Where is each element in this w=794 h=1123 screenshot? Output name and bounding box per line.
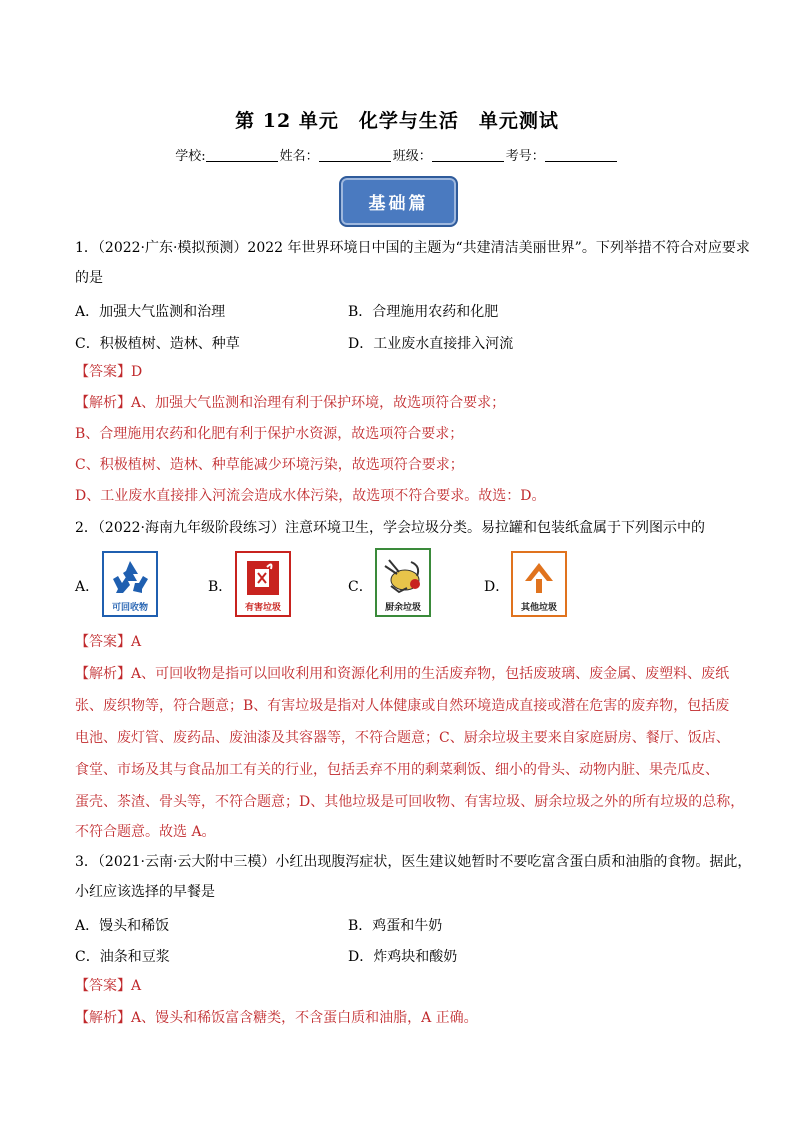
q2-stem: 2．（2022·海南九年级阶段练习）注意环境卫生，学会垃圾分类。易拉罐和包装纸盒属于下列图示中的 (75, 520, 705, 536)
q1-option-b: B．合理施用农药和化肥 (348, 304, 499, 320)
q3-answer-value: A (131, 978, 142, 994)
q2-analysis-label: 【解析】 (75, 666, 131, 682)
q3-analysis-text: A、馒头和稀饭富含糖类，不含蛋白质和油脂，A 正确。 (131, 1010, 478, 1026)
q3-analysis (75, 1008, 478, 1028)
school-blank[interactable] (206, 149, 278, 162)
q3-answer-label: 【答案】 (75, 978, 131, 994)
q2-answer (75, 632, 141, 652)
q2-analysis-line4: 食堂、市场及其与食品加工有关的行业，包括丢弃不用的剩菜剩饭、细小的骨头、动物内脏、果壳瓜皮、 (75, 762, 719, 778)
q1-analysis-line3: C、积极植树、造林、种草能减少环境污染，故选项符合要求； (75, 457, 464, 473)
q2-option-b-label: B． (208, 579, 233, 595)
q2-option-c-label: C． (348, 579, 373, 595)
q2-analysis-line5: 蛋壳、茶渣、骨头等，不符合题意；D、其他垃圾是可回收物、有害垃圾、厨余垃圾之外的所有垃圾的总称， (75, 794, 745, 810)
class-label: 班级： (392, 149, 432, 164)
other-waste-bin-icon (511, 551, 567, 617)
q2-analysis-line1 (75, 664, 729, 684)
q2-analysis-line2: 张、废织物等，符合题意；B、有害垃圾是指对人体健康或自然环境造成直接或潜在危害的废弃物，包括废 (75, 698, 730, 714)
q3-option-c: C．油条和豆浆 (75, 949, 170, 965)
q1-analysis-label: 【解析】 (75, 395, 131, 411)
q2-analysis-line6: 不符合题意。故选 A。 (75, 824, 216, 840)
school-label: 学校: (175, 149, 206, 164)
exam-no-label: 考号： (505, 149, 545, 164)
q1-analysis-line4: D、工业废水直接排入河流会造成水体污染，故选项不符合要求。故选：D。 (75, 488, 546, 504)
section-badge: 基础篇 (339, 176, 458, 227)
q1-stem-line1: 1．（2022·广东·模拟预测）2022 年世界环境日中国的主题为“共建清洁美丽世界”。下列举措不符合对应要求 (75, 240, 750, 256)
q1-analysis-line2: B、合理施用农药和化肥有利于保护水资源，故选项符合要求； (75, 426, 464, 442)
name-blank[interactable] (319, 149, 391, 162)
q2-option-d-label: D． (484, 579, 510, 595)
q1-analysis-line1 (75, 393, 505, 413)
q2-answer-label: 【答案】 (75, 634, 131, 650)
kitchen-waste-bin-icon (375, 548, 431, 617)
q3-stem-line2: 小红应该选择的早餐是 (75, 884, 215, 900)
q2-analysis-line3: 电池、废灯管、废药品、废油漆及其容器等，不符合题意；C、厨余垃圾主要来自家庭厨房、餐厅、饭店、 (75, 730, 730, 746)
class-blank[interactable] (432, 149, 504, 162)
q3-option-b: B．鸡蛋和牛奶 (348, 918, 443, 934)
exam-no-blank[interactable] (545, 149, 617, 162)
q1-answer-value: D (131, 364, 143, 380)
hazardous-bin-icon (235, 551, 291, 617)
student-info-row (0, 145, 794, 164)
q2-analysis-text: A、可回收物是指可以回收利用和资源化利用的生活废弃物，包括废玻璃、废金属、废塑料、废纸 (131, 666, 730, 682)
q3-option-d: D．炸鸡块和酸奶 (348, 949, 458, 965)
q1-option-d: D．工业废水直接排入河流 (348, 336, 514, 352)
q1-option-a: A．加强大气监测和治理 (75, 304, 226, 320)
q3-stem-line1: 3．（2021·云南·云大附中三模）小红出现腹泻症状，医生建议她暂时不要吃富含蛋白质和油脂的食物。据此， (75, 854, 752, 870)
q1-option-c: C．积极植树、造林、种草 (75, 336, 240, 352)
q1-answer (75, 362, 142, 382)
q1-analysis-text: A、加强大气监测和治理有利于保护环境，故选项符合要求； (131, 395, 506, 411)
hazardous-caption: 有害垃圾 (244, 603, 281, 613)
q2-answer-value: A (131, 634, 142, 650)
other-waste-caption: 其他垃圾 (520, 603, 557, 613)
recyclable-caption: 可回收物 (111, 603, 148, 613)
q1-stem-line2: 的是 (75, 270, 103, 286)
kitchen-waste-caption: 厨余垃圾 (384, 603, 421, 613)
q2-option-a-label: A． (75, 579, 100, 595)
q3-answer (75, 976, 141, 996)
q3-analysis-label: 【解析】 (75, 1010, 131, 1026)
name-label: 姓名： (279, 149, 319, 164)
q1-answer-label: 【答案】 (75, 364, 131, 380)
page-title: 第 12 单元 化学与生活 单元测试 (235, 110, 559, 132)
recyclable-bin-icon (102, 551, 158, 617)
q3-option-a: A．馒头和稀饭 (75, 918, 170, 934)
